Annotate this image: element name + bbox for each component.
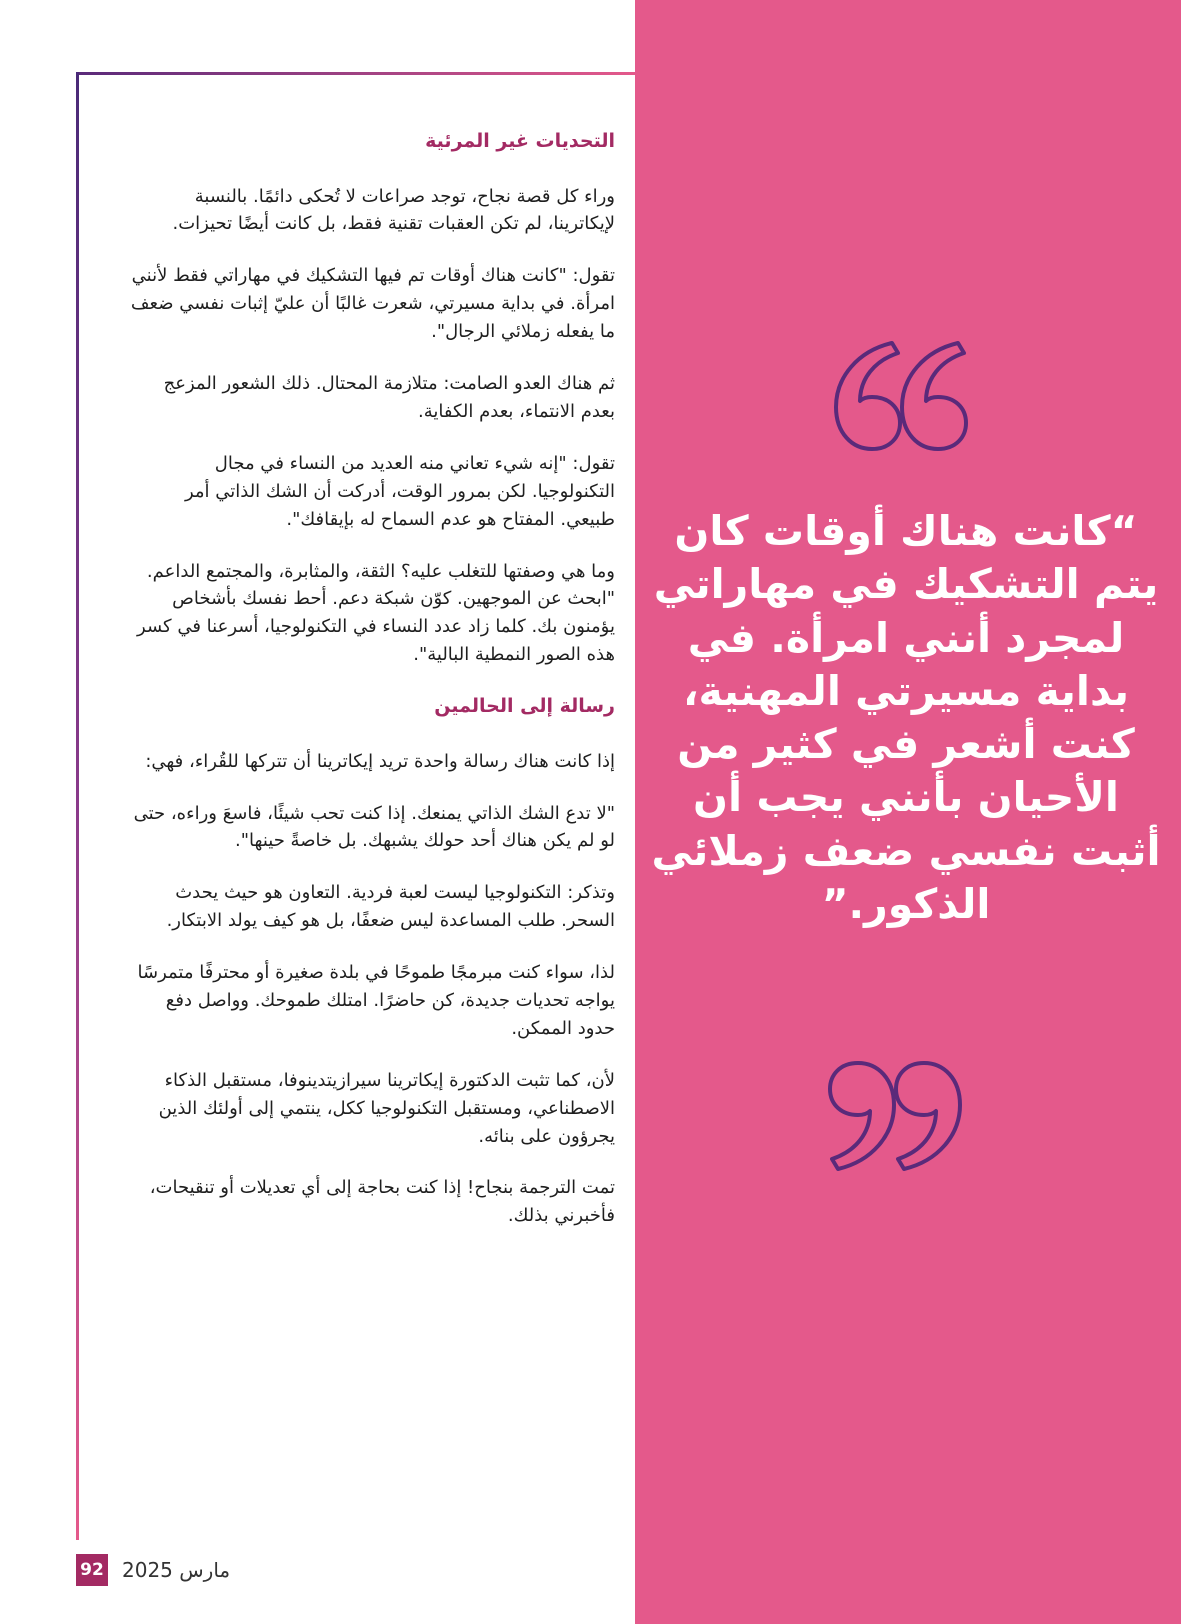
section-heading-challenges: التحديات غير المرئية bbox=[425, 130, 615, 152]
article-paragraph: لأن، كما تثبت الدكتورة إيكاترينا سيرازيتدينوفا، مستقبل الذكاء الاصطناعي، ومستقبل التكنولوجيا ككل، ينتمي إلى أولئك الذين يجرؤون على بنائه. bbox=[158, 1069, 615, 1147]
article-paragraph: وما هي وصفتها للتغلب عليه؟ الثقة، والمثابرة، والمجتمع الداعم. "ابحث عن الموجهين. كوّن شبكة دعم. أحط نفسك بأشخاص يؤمنون بك. كلما زاد عدد النساء في التكنولوجيا، أسرعنا في كسر هذه الصور النمطية البالية". bbox=[137, 560, 615, 666]
article-paragraph: "لا تدع الشك الذاتي يمنعك. إذا كنت تحب شيئًا، فاسعَ وراءه، حتى لو لم يكن هناك أحد حولك يشبهك. بل خاصةً حينها". bbox=[133, 802, 615, 852]
pull-quote: “كانت هناك أوقات كان يتم التشكيك في مهاراتي لمجرد أنني امرأة. في بداية مسيرتي المهنية، كنت أشعر في كثير من الأحيان بأنني يجب أن أثبت نفسي ضعف زملائي الذكور.” bbox=[651, 507, 1161, 929]
article-body bbox=[128, 128, 615, 1254]
article-paragraph: تقول: "كانت هناك أوقات تم فيها التشكيك في مهاراتي فقط لأنني امرأة. في بداية مسيرتي، شعرت غالبًا أن عليّ إثبات نفسي ضعف ما يفعله زملائي الرجال". bbox=[130, 265, 615, 343]
article-paragraph: تمت الترجمة بنجاح! إذا كنت بحاجة إلى أي تعديلات أو تنقيحات، فأخبرني بذلك. bbox=[149, 1177, 615, 1227]
section-heading-message: رسالة إلى الحالمين bbox=[434, 695, 615, 718]
article-paragraph: تقول: "إنه شيء تعاني منه العديد من النساء في مجال التكنولوجيا. لكن بمرور الوقت، أدركت أن الشك الذاتي أمر طبيعي. المفتاح هو عدم السماح له بإيقافك". bbox=[184, 452, 615, 530]
page-number-badge: 92 bbox=[76, 1554, 108, 1586]
frame-left-border bbox=[76, 72, 79, 1540]
article-paragraph: وراء كل قصة نجاح، توجد صراعات لا تُحكى دائمًا. بالنسبة لإيكاترينا، لم تكن العقبات تقنية فقط، بل كانت أيضًا تحيزات. bbox=[172, 185, 615, 235]
article-paragraph: إذا كانت هناك رسالة واحدة تريد إيكاترينا أن تتركها للقُراء، فهي: bbox=[145, 750, 615, 772]
article-paragraph: ثم هناك العدو الصامت: متلازمة المحتال. ذلك الشعور المزعج بعدم الانتماء، بعدم الكفاية. bbox=[163, 373, 615, 422]
frame-top-border bbox=[76, 72, 635, 75]
quote-open-icon bbox=[828, 337, 968, 457]
article-paragraph: وتذكر: التكنولوجيا ليست لعبة فردية. التعاون هو حيث يحدث السحر. طلب المساعدة ليس ضعفًا، بل هو كيف يولد الابتكار. bbox=[166, 882, 615, 932]
quote-close-icon bbox=[828, 1055, 968, 1175]
article-paragraph: لذا، سواء كنت مبرمجًا طموحًا في بلدة صغيرة أو محترفًا متمرسًا يواجه تحديات جديدة، كن حاضرًا. امتلك طموحك. وواصل دفع حدود الممكن. bbox=[137, 962, 615, 1039]
issue-date: مارس 2025 bbox=[122, 1558, 231, 1582]
page-footer bbox=[76, 1554, 230, 1586]
